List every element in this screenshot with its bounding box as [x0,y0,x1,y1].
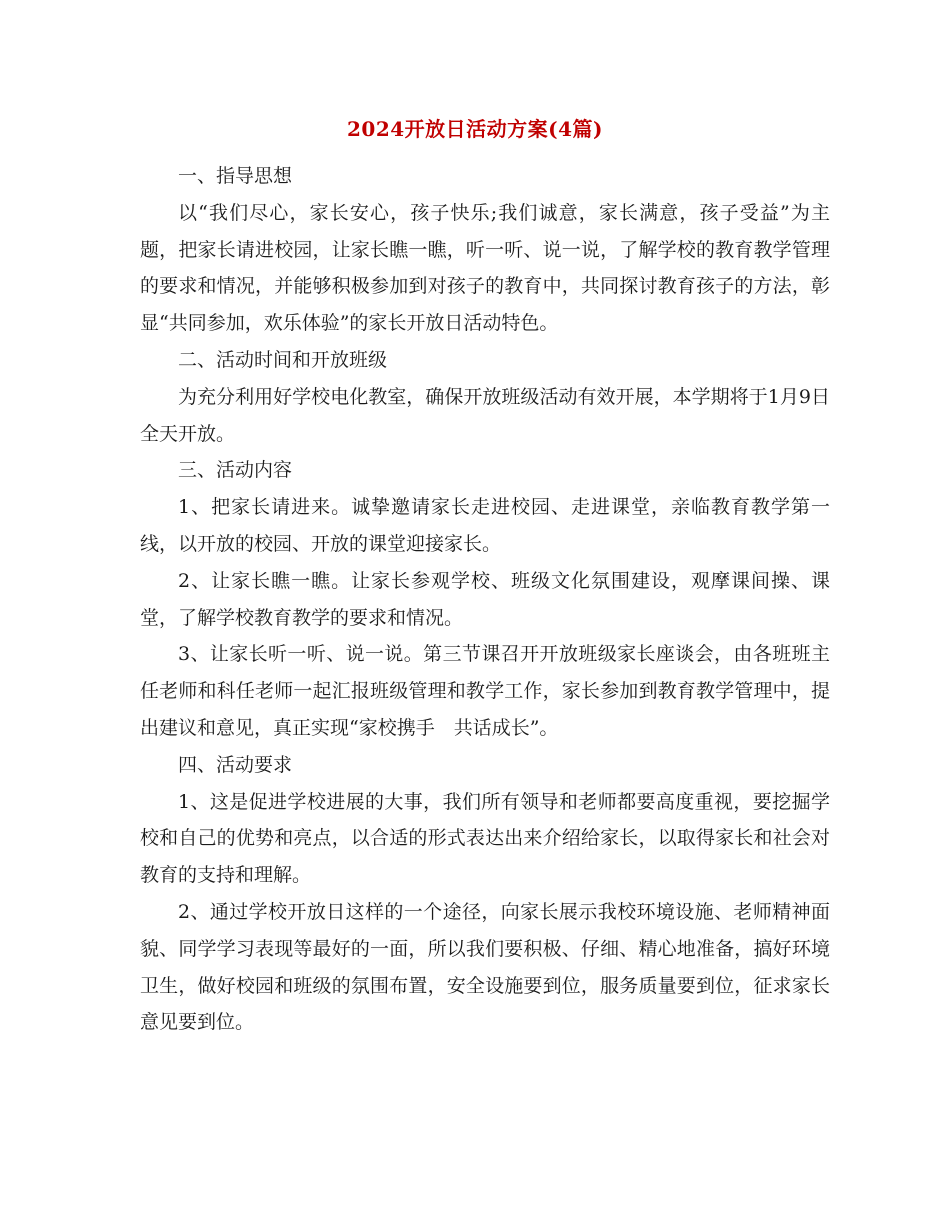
heading-time-and-classes: 二、活动时间和开放班级 [178,348,388,371]
heading-requirements: 四、活动要求 [178,753,293,776]
paragraph-content-2: 2、让家长瞧一瞧。让家长参观学校、班级文化氛围建设，观摩课间操、课堂，了解学校教育教学的要求和情况。 [140,569,830,629]
document-title: 2024开放日活动方案(4篇) [346,117,603,141]
paragraph-requirement-2: 2、通过学校开放日这样的一个途径，向家长展示我校环境设施、老师精神面貌、同学学习表现等最好的一面，所以我们要积极、仔细、精心地准备，搞好环境卫生，做好校园和班级的氛围布置，安全设施要到位，服务质量要到位，征求家长意见要到位。 [140,900,830,1034]
heading-activity-content: 三、活动内容 [178,459,293,482]
paragraph-content-1: 1、把家长请进来。诚挚邀请家长走进校园、走进课堂，亲临教育教学第一线，以开放的校园、开放的课堂迎接家长。 [140,496,830,555]
paragraph-content-3: 3、让家长听一听、说一说。第三节课召开开放班级家长座谈会，由各班班主任老师和科任老师一起汇报班级管理和教学工作，家长参加到教育教学管理中，提出建议和意见，真正实现“家校携手 共话成长”。 [140,643,830,739]
paragraph-theme: 以“我们尽心，家长安心，孩子快乐;我们诚意，家长满意，孩子受益”为主题，把家长请进校园，让家长瞧一瞧，听一听、说一说，了解学校的教育教学管理的要求和情况，并能够积极参加到对孩子的教育中，共同探讨教育孩子的方法，彰显“共同参加，欢乐体验”的家长开放日活动特色。 [140,201,830,335]
heading-guiding-ideology: 一、指导思想 [178,165,293,187]
paragraph-time: 为充分利用好学校电化教室，确保开放班级活动有效开展，本学期将于1月9日全天开放。 [140,385,830,445]
paragraph-requirement-1: 1、这是促进学校进展的大事，我们所有领导和老师都要高度重视，要挖掘学校和自己的优势和亮点，以合适的形式表达出来介绍给家长，以取得家长和社会对教育的支持和理解。 [140,790,830,887]
document-body [140,158,830,1041]
